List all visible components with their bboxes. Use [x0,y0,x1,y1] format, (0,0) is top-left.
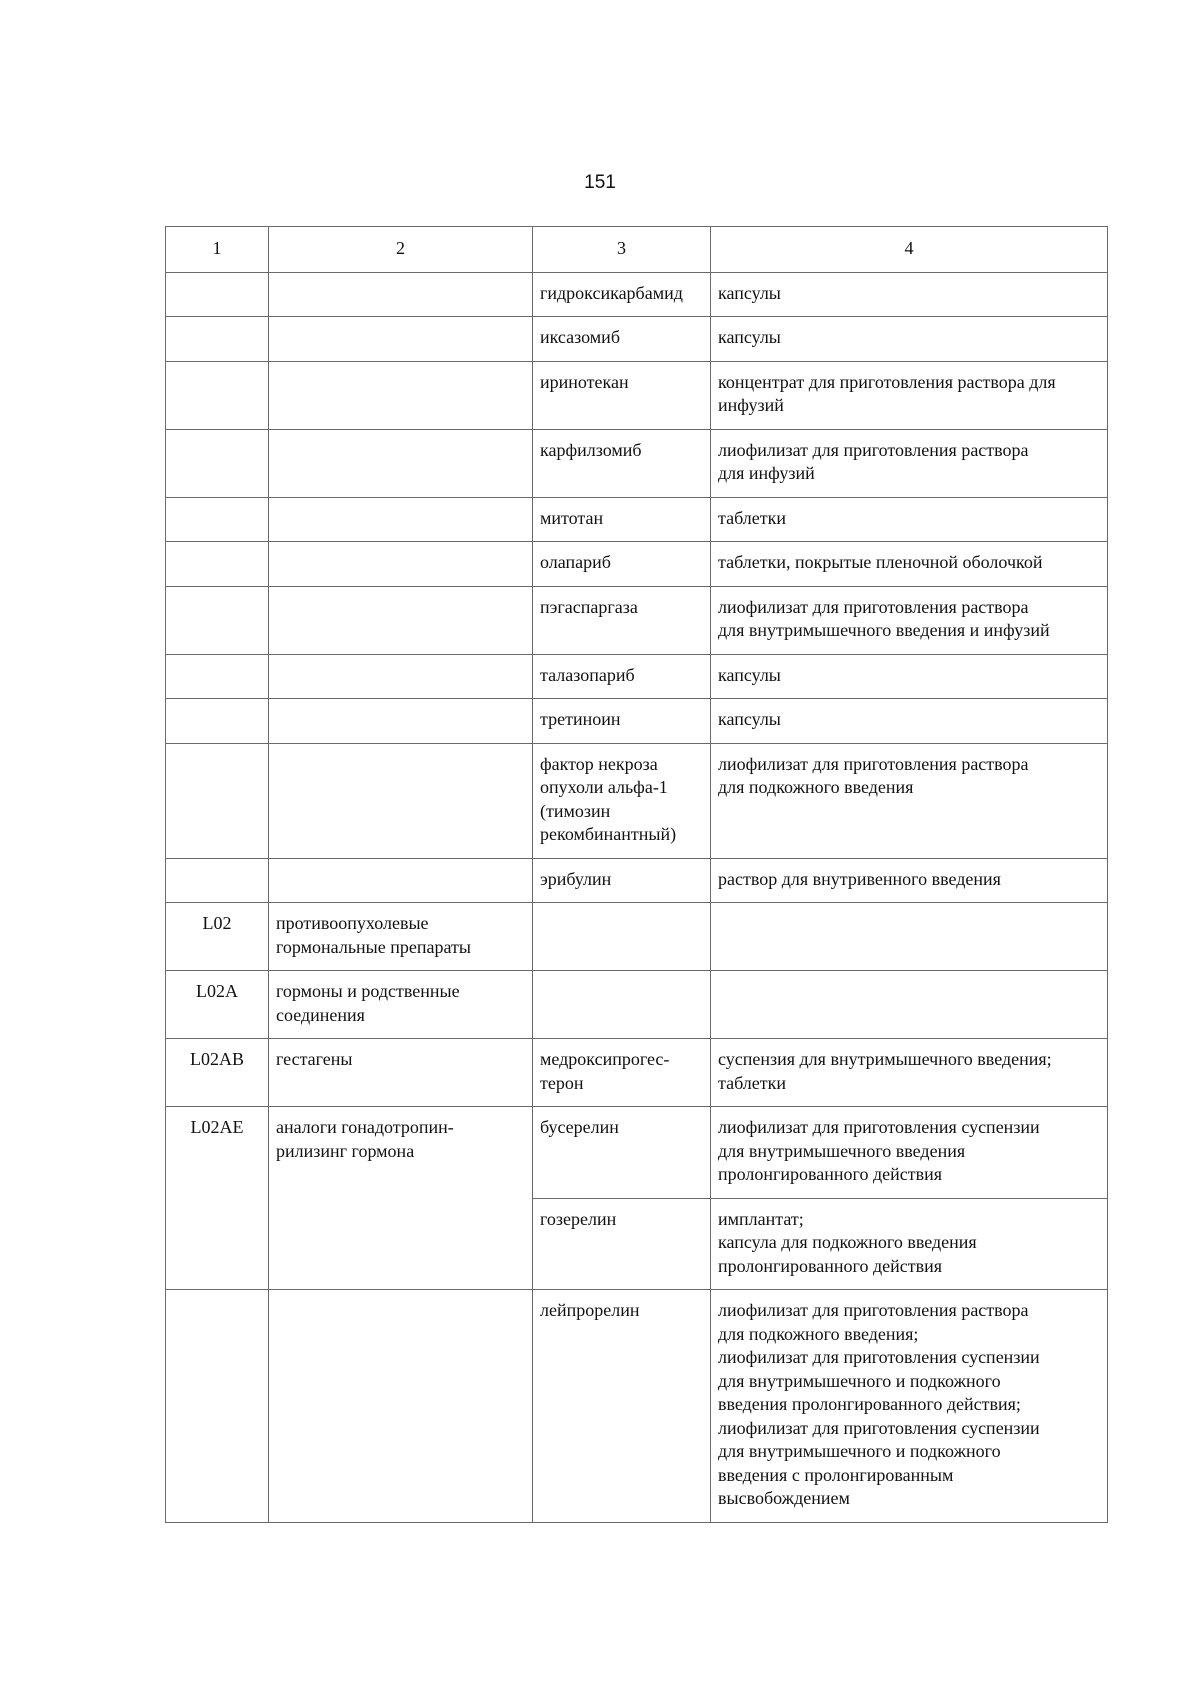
dosage-form-cell [711,497,1108,542]
table-row [166,1107,1108,1199]
dosage-form-cell-line: капсулы [718,327,781,347]
atc-code-cell [166,497,269,542]
dosage-form-cell-line: имплантат; [718,1208,804,1229]
dosage-form-cell-line: лиофилизат для приготовления суспензии [718,1347,1040,1367]
table-row [166,903,1108,971]
group-name-cell [269,429,533,497]
drug-name-cell [533,542,711,587]
group-name-cell [269,858,533,903]
drug-name-cell-line: иринотекан [540,371,629,392]
drug-name-cell-line: (тимозин [540,800,611,821]
table-row [166,1290,1108,1523]
atc-code-cell [166,858,269,903]
dosage-form-cell-line: лиофилизат для приготовления раствора [718,596,1029,617]
dosage-form-cell-line: пролонгированного действия [718,1164,943,1184]
dosage-form-cell-line: капсулы [718,664,781,685]
drug-name-cell-line: талазопариб [540,664,635,685]
group-name-cell-line: противоопухолевые [276,913,429,933]
drug-name-cell [533,1290,711,1523]
drug-name-cell [533,361,711,429]
dosage-form-cell [711,654,1108,699]
drug-name-cell-line: медроксипрогес- [540,1049,670,1069]
table-row [166,317,1108,362]
group-name-cell [269,542,533,587]
dosage-form-cell [711,971,1108,1039]
drug-name-cell [533,971,711,1039]
dosage-form-cell [711,272,1108,317]
table-row [166,497,1108,542]
drug-name-cell-line: эрибулин [540,868,612,889]
group-name-cell-line: соединения [276,1004,365,1025]
dosage-form-cell [711,586,1108,654]
drug-name-cell [533,699,711,744]
drug-name-cell-line: лейпрорелин [540,1300,640,1320]
table-row [166,743,1108,858]
dosage-form-cell-line: лиофилизат для приготовления раствора [718,753,1029,774]
dosage-form-cell-line: таблетки [718,507,787,528]
table-row [166,858,1108,903]
dosage-form-cell-line: для внутримышечного и подкожного [718,1441,1001,1461]
dosage-form-cell-line: введения пролонгированного действия; [718,1394,1021,1414]
dosage-form-cell [711,1290,1108,1523]
dosage-form-cell-line: для подкожного введения; [718,1323,919,1344]
dosage-form-cell-line: для внутримышечного введения и инфузий [718,620,1050,640]
group-name-cell [269,903,533,971]
group-name-cell-line: аналоги гонадотропин- [276,1117,454,1137]
dosage-form-cell-line: раствор для внутривенного введения [718,868,1001,889]
table-row [166,971,1108,1039]
group-name-cell [269,361,533,429]
dosage-form-cell [711,699,1108,744]
dosage-form-cell-line: лиофилизат для приготовления суспензии [718,1117,1040,1137]
table-row [166,699,1108,744]
dosage-form-cell-line: для инфузий [718,463,815,483]
dosage-form-cell-line: капсула для подкожного введения [718,1232,977,1252]
dosage-form-cell [711,429,1108,497]
atc-code-cell [166,1290,269,1523]
table-row [166,429,1108,497]
table-header-row [166,227,1108,273]
group-name-cell-line: гормоны и родственные [276,981,460,1001]
atc-code-cell: L02AE [166,1107,269,1290]
dosage-form-cell-line: таблетки, покрытые пленочной оболочкой [718,552,1043,572]
drug-name-cell-line: терон [540,1072,584,1093]
dosage-form-cell-line: суспензия для внутримышечного введения; [718,1049,1052,1069]
dosage-form-cell-line: для подкожного введения [718,777,914,797]
table-row [166,586,1108,654]
group-name-cell-line: рилизинг гормона [276,1140,415,1161]
group-name-cell-line: гормональные препараты [276,936,471,957]
drug-name-cell-line: гидроксикарбамид [540,282,683,303]
drug-name-cell [533,317,711,362]
header-cell-3: 3 [533,227,711,273]
page-number: 151 [584,172,616,193]
drug-name-cell-line: иксазомиб [540,327,620,347]
drug-name-cell [533,1198,711,1290]
group-name-cell [269,1039,533,1107]
dosage-form-cell-line: лиофилизат для приготовления раствора [718,439,1029,460]
group-name-cell [269,743,533,858]
group-name-cell [269,699,533,744]
group-name-cell [269,272,533,317]
header-cell-2: 2 [269,227,533,273]
dosage-form-cell [711,361,1108,429]
drug-name-cell-line: третиноин [540,709,621,729]
dosage-form-cell [711,1039,1108,1107]
dosage-form-cell-line: лиофилизат для приготовления суспензии [718,1417,1040,1438]
group-name-cell [269,497,533,542]
group-name-cell [269,1290,533,1523]
drug-name-cell-line: митотан [540,507,604,528]
group-name-cell [269,654,533,699]
drug-name-cell-line: рекомбинантный) [540,824,677,844]
dosage-form-cell-line: для внутримышечного введения [718,1140,966,1161]
drug-name-cell [533,1039,711,1107]
drug-name-cell-line: гозерелин [540,1208,617,1229]
drug-name-cell-line: пэгаспаргаза [540,596,638,617]
drug-name-cell [533,272,711,317]
dosage-form-cell-line: для внутримышечного и подкожного [718,1370,1001,1391]
header-cell-4: 4 [711,227,1108,273]
atc-code-cell: L02AB [166,1039,269,1107]
atc-code-cell [166,542,269,587]
drug-name-cell [533,1107,711,1199]
atc-code-cell: L02A [166,971,269,1039]
dosage-form-cell [711,903,1108,971]
dosage-form-cell [711,1107,1108,1199]
dosage-form-cell-line: инфузий [718,395,784,415]
dosage-form-cell [711,743,1108,858]
header-cell-1: 1 [166,227,269,273]
drug-name-cell [533,497,711,542]
atc-code-cell [166,654,269,699]
drug-name-cell-line: олапариб [540,552,611,572]
dosage-form-cell-line: введения с пролонгированным [718,1464,954,1485]
dosage-form-cell-line: лиофилизат для приготовления раствора [718,1300,1029,1320]
drug-name-cell [533,858,711,903]
drug-name-cell [533,429,711,497]
atc-code-cell [166,317,269,362]
drug-name-cell [533,903,711,971]
group-name-cell [269,971,533,1039]
drug-name-cell [533,586,711,654]
atc-code-cell [166,699,269,744]
dosage-form-cell-line: высвобождением [718,1488,850,1508]
table-row [166,361,1108,429]
dosage-form-cell-line: таблетки [718,1072,787,1093]
dosage-form-cell [711,542,1108,587]
atc-code-cell [166,586,269,654]
drug-name-cell-line: опухоли альфа-1 [540,777,668,797]
group-name-cell [269,317,533,362]
atc-code-cell [166,743,269,858]
dosage-form-cell-line: пролонгированного действия [718,1255,943,1276]
drug-table [165,226,1108,1523]
drug-name-cell [533,743,711,858]
drug-name-cell [533,654,711,699]
atc-code-cell [166,272,269,317]
atc-code-cell [166,361,269,429]
dosage-form-cell [711,858,1108,903]
table-row [166,272,1108,317]
group-name-cell-line: гестагены [276,1049,353,1069]
drug-name-cell-line: карфилзомиб [540,439,642,460]
dosage-form-cell-line: концентрат для приготовления раствора для [718,371,1056,392]
dosage-form-cell [711,1198,1108,1290]
group-name-cell [269,1107,533,1290]
atc-code-cell: L02 [166,903,269,971]
atc-code-cell [166,429,269,497]
table-row [166,1039,1108,1107]
drug-name-cell-line: бусерелин [540,1117,619,1137]
group-name-cell [269,586,533,654]
drug-name-cell-line: фактор некроза [540,753,658,774]
dosage-form-cell-line: капсулы [718,709,781,729]
dosage-form-cell [711,317,1108,362]
table-row [166,654,1108,699]
dosage-form-cell-line: капсулы [718,282,781,303]
table-row [166,542,1108,587]
